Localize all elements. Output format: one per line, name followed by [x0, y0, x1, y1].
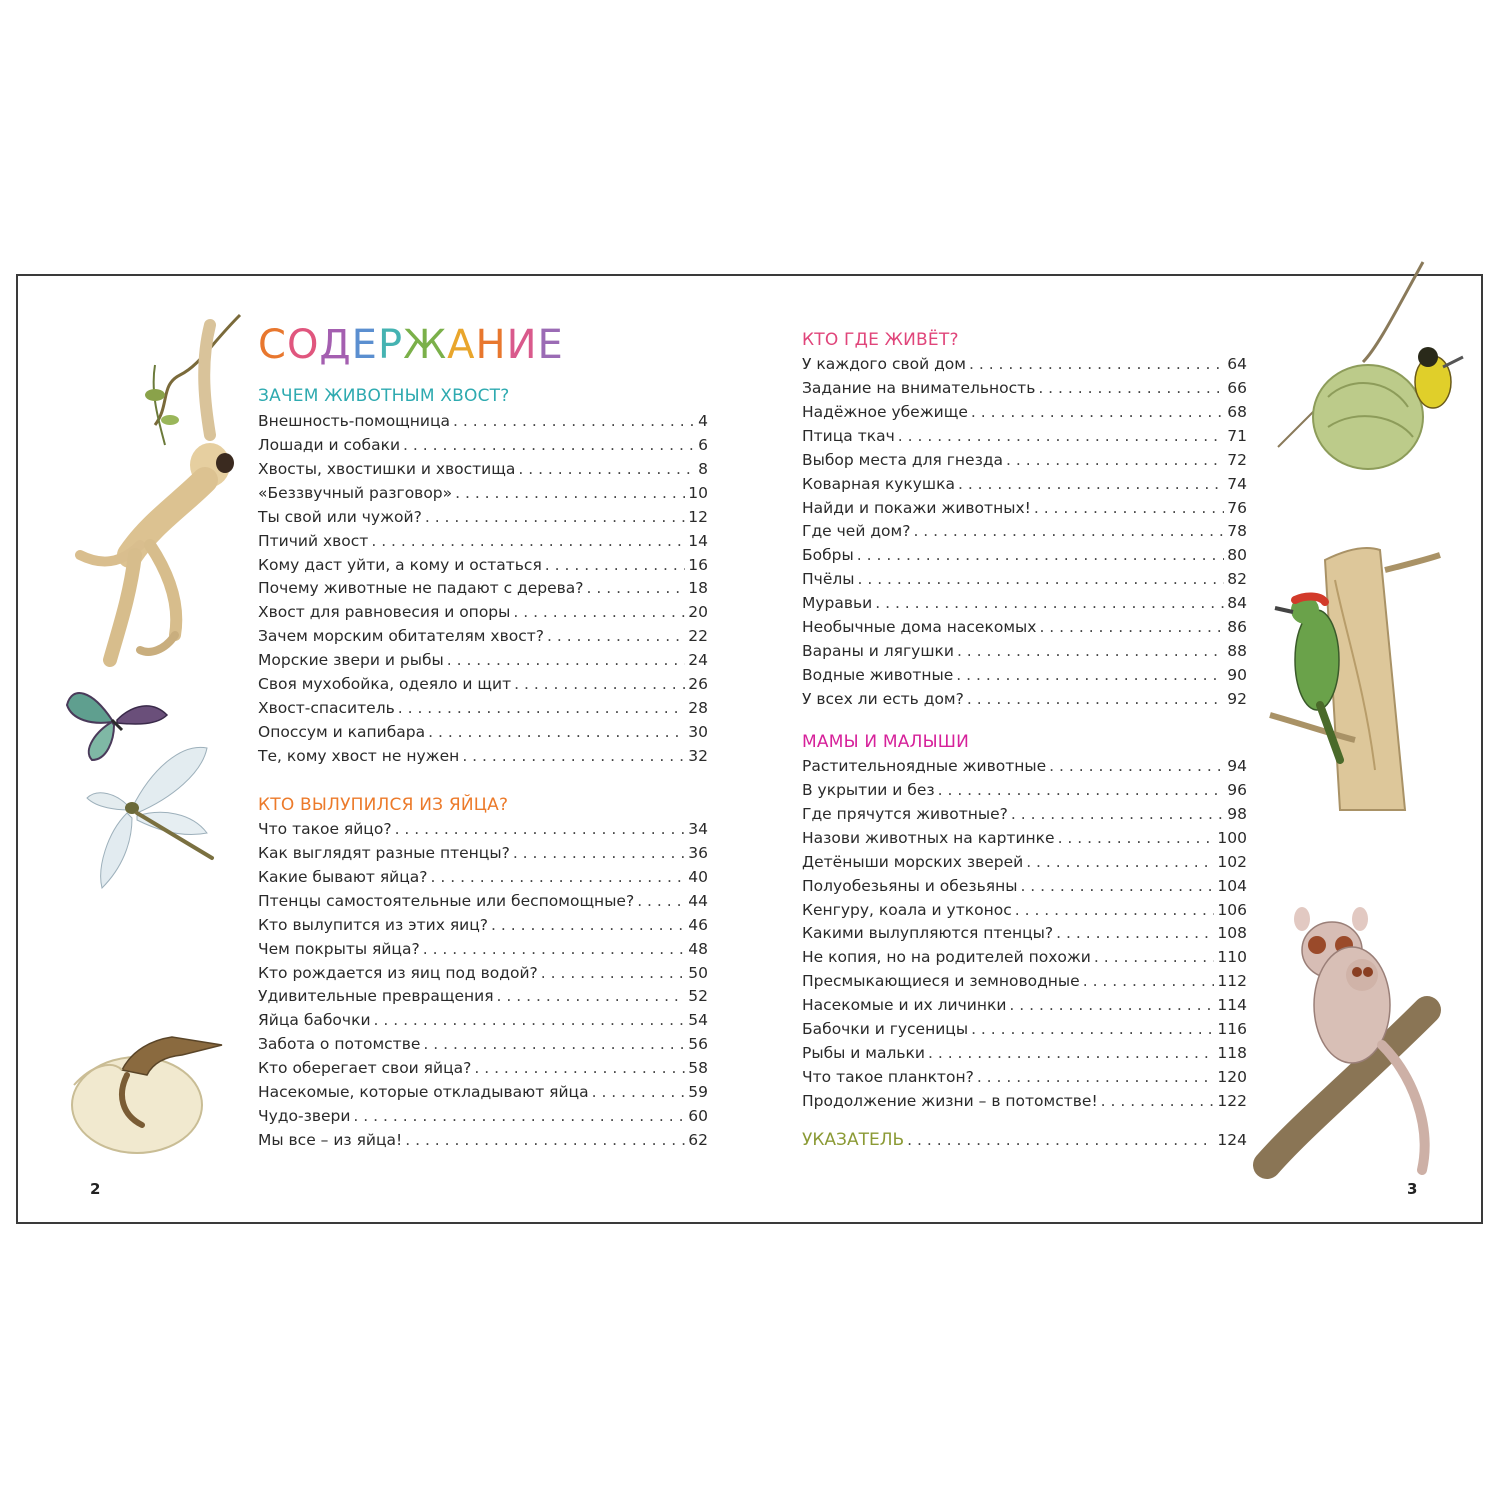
weaver-bird-nest-illustration — [1268, 257, 1468, 477]
title-letter: О — [286, 322, 320, 368]
toc-entry-page: 59 — [688, 1083, 708, 1102]
toc-entry — [258, 1081, 708, 1105]
woodpecker-illustration — [1265, 540, 1455, 815]
toc-entry — [802, 1090, 1247, 1114]
toc-entry-page: 100 — [1217, 828, 1247, 847]
section-heading-homes: КТО ГДЕ ЖИВЁТ? — [802, 330, 959, 350]
toc-entry — [802, 544, 1247, 568]
toc-entry-label: Полуобезьяны и обезьяны — [802, 876, 1018, 895]
toc-entry — [802, 425, 1247, 449]
toc-entry — [258, 410, 708, 434]
dot-leader — [447, 649, 686, 673]
dot-leader — [898, 425, 1224, 449]
toc-entry-page: 52 — [688, 987, 708, 1006]
toc-entry-label: Что такое яйцо? — [258, 820, 392, 838]
dot-leader — [957, 640, 1224, 664]
dot-leader — [967, 688, 1224, 712]
toc-entry-label: Не копия, но на родителей похожи — [802, 948, 1091, 967]
toc-entry-label: Бабочки и гусеницы — [802, 1020, 969, 1039]
dot-leader — [958, 473, 1224, 497]
toc-entry-page: 71 — [1227, 426, 1247, 445]
toc-entry — [802, 520, 1247, 544]
dot-leader — [423, 938, 686, 962]
toc-entry — [258, 985, 708, 1009]
toc-entry — [802, 994, 1247, 1018]
toc-entry-page: 22 — [688, 627, 708, 646]
dot-leader — [1026, 851, 1214, 875]
dot-leader — [514, 673, 685, 697]
toc-entry-label: Муравьи — [802, 594, 873, 613]
toc-entry-label: Выбор места для гнезда — [802, 450, 1004, 469]
toc-entry-page: 114 — [1217, 996, 1247, 1015]
toc-entry — [258, 914, 708, 938]
crocodile-hatchling-illustration — [62, 1015, 232, 1155]
toc-entry-label: Пресмыкающиеся и земноводные — [802, 972, 1080, 991]
toc-entry-label: Птенцы самостоятельные или беспомощные? — [258, 891, 635, 910]
toc-entry-label: Насекомые, которые откладывают яйца — [258, 1083, 589, 1102]
toc-entry-label: Кто оберегает свои яйца? — [258, 1059, 472, 1078]
dot-leader — [428, 721, 685, 745]
toc-entry — [802, 946, 1247, 970]
toc-entry-page: 34 — [688, 820, 708, 838]
toc-entry-label: Коварная кукушка — [802, 474, 955, 493]
toc-entry-page: 120 — [1217, 1067, 1247, 1086]
toc-entry-page: 90 — [1227, 665, 1247, 684]
toc-entry-page: 88 — [1227, 642, 1247, 661]
dot-leader — [637, 890, 685, 914]
section-heading-eggs: КТО ВЫЛУПИЛСЯ ИЗ ЯЙЦА? — [258, 795, 509, 815]
dot-leader — [928, 1042, 1214, 1066]
toc-entry-label: Продолжение жизни – в потомстве! — [802, 1091, 1098, 1110]
dot-leader — [858, 568, 1225, 592]
toc-entry — [258, 842, 708, 866]
index-page-number: 124 — [1217, 1131, 1247, 1149]
dot-leader — [403, 434, 695, 458]
dot-leader — [907, 1131, 1214, 1149]
toc-entry — [258, 482, 708, 506]
page-title — [258, 322, 564, 368]
toc-entry-page: 78 — [1227, 522, 1247, 541]
dot-leader — [1094, 946, 1215, 970]
dot-leader — [491, 914, 685, 938]
dot-leader — [547, 625, 685, 649]
dot-leader — [1038, 377, 1224, 401]
toc-entry-page: 48 — [688, 939, 708, 958]
toc-entry-page: 8 — [698, 459, 708, 478]
dot-leader — [518, 458, 695, 482]
dot-leader — [913, 520, 1224, 544]
toc-entry — [802, 875, 1247, 899]
toc-entry-page: 110 — [1217, 948, 1247, 967]
title-letter: Д — [319, 322, 352, 368]
toc-entry-page: 54 — [688, 1011, 708, 1030]
toc-entry-label: Птичий хвост — [258, 531, 369, 550]
dot-leader — [938, 779, 1225, 803]
toc-entry — [258, 1057, 708, 1081]
dot-leader — [1058, 827, 1215, 851]
toc-entry — [258, 890, 708, 914]
toc-entry-page: 118 — [1217, 1044, 1247, 1063]
dot-leader — [541, 962, 685, 986]
toc-entry-page: 18 — [688, 579, 708, 598]
toc-entry — [802, 1066, 1247, 1090]
toc-entry — [258, 601, 708, 625]
toc-entry-page: 104 — [1217, 876, 1247, 895]
toc-entry-label: Хвост-спаситель — [258, 699, 395, 718]
toc-entry — [258, 962, 708, 986]
toc-entry-page: 60 — [688, 1107, 708, 1126]
toc-entry — [802, 755, 1247, 779]
toc-entry-page: 50 — [688, 963, 708, 982]
dot-leader — [453, 410, 695, 434]
toc-entry-label: Чудо-звери — [258, 1107, 351, 1126]
toc-entry-label: Где чей дом? — [802, 522, 911, 541]
dot-leader — [474, 1057, 685, 1081]
toc-entry-label: Своя мухобойка, одеяло и щит — [258, 675, 512, 694]
dot-leader — [1083, 970, 1215, 994]
dot-leader — [371, 530, 685, 554]
toc-entry-page: 40 — [688, 867, 708, 886]
toc-entry — [258, 866, 708, 890]
toc-entry — [258, 530, 708, 554]
toc-entry-page: 112 — [1217, 972, 1247, 991]
gibbon-illustration — [60, 305, 250, 675]
toc-entry-page: 32 — [688, 746, 708, 765]
toc-entry-page: 82 — [1227, 570, 1247, 589]
dot-leader — [1056, 922, 1214, 946]
title-letter: Н — [475, 322, 507, 368]
dot-leader — [462, 745, 685, 769]
page-number-left: 2 — [90, 1180, 101, 1198]
toc-entry-page: 92 — [1227, 689, 1247, 708]
dot-leader — [1011, 803, 1224, 827]
dot-leader — [971, 1018, 1214, 1042]
dot-leader — [423, 1033, 685, 1057]
title-letter: Ж — [403, 322, 448, 368]
toc-entry-label: Найди и покажи животных! — [802, 498, 1031, 517]
toc-entry — [258, 434, 708, 458]
toc-entry-page: 96 — [1227, 780, 1247, 799]
toc-entry-page: 122 — [1217, 1091, 1247, 1110]
toc-entry-label: Яйца бабочки — [258, 1011, 371, 1030]
toc-entry-page: 62 — [688, 1130, 708, 1149]
dot-leader — [1020, 875, 1214, 899]
toc-entry-label: У всех ли есть дом? — [802, 689, 964, 708]
toc-entry — [258, 721, 708, 745]
dot-leader — [431, 866, 686, 890]
toc-entry-label: Опоссум и капибара — [258, 722, 426, 741]
toc-entry-label: «Беззвучный разговор» — [258, 483, 453, 502]
title-letter: Е — [351, 322, 378, 368]
toc-entry-page: 46 — [688, 915, 708, 934]
toc-entry-page: 106 — [1217, 900, 1247, 919]
toc-entry — [258, 1129, 708, 1153]
toc-entry-page: 102 — [1217, 852, 1247, 871]
toc-entry-label: Надёжное убежище — [802, 402, 968, 421]
toc-entry-page: 108 — [1217, 924, 1247, 943]
dot-leader — [857, 544, 1225, 568]
toc-entry — [258, 818, 708, 842]
toc-entry — [802, 827, 1247, 851]
toc-entry-label: Ты свой или чужой? — [258, 507, 422, 526]
toc-entry — [258, 577, 708, 601]
toc-entry-page: 24 — [688, 651, 708, 670]
title-letter: А — [447, 322, 476, 368]
toc-entry — [802, 640, 1247, 664]
toc-entry-label: Мы все – из яйца! — [258, 1130, 403, 1149]
toc-entry — [802, 353, 1247, 377]
toc-entry-page: 64 — [1227, 355, 1247, 373]
toc-entry-page: 12 — [688, 507, 708, 526]
dot-leader — [1034, 497, 1224, 521]
dragonfly-illustration — [82, 738, 222, 898]
dot-leader — [956, 664, 1224, 688]
toc-entry-page: 56 — [688, 1035, 708, 1054]
toc-entry-page: 44 — [688, 891, 708, 910]
toc-entry-label: Птица ткач — [802, 426, 895, 445]
toc-entry-page: 72 — [1227, 450, 1247, 469]
dot-leader — [1006, 449, 1224, 473]
dot-leader — [497, 985, 686, 1009]
toc-entry-label: У каждого свой дом — [802, 355, 966, 373]
toc-entry-page: 36 — [688, 843, 708, 862]
toc-entry — [802, 592, 1247, 616]
toc-entry-label: Назови животных на картинке — [802, 828, 1055, 847]
dot-leader — [971, 401, 1224, 425]
dot-leader — [455, 482, 685, 506]
toc-entry-label: Что такое планктон? — [802, 1067, 974, 1086]
toc-entry — [802, 688, 1247, 712]
dot-leader — [592, 1081, 686, 1105]
toc-entry-page: 68 — [1227, 402, 1247, 421]
toc-entry-page: 74 — [1227, 474, 1247, 493]
toc-entry — [802, 1042, 1247, 1066]
toc-entry-label: Кто рождается из яиц под водой? — [258, 963, 538, 982]
toc-entry-label: Детёныши морских зверей — [802, 852, 1024, 871]
toc-entry-label: Пчёлы — [802, 570, 855, 589]
toc-entry — [802, 449, 1247, 473]
toc-entry — [802, 970, 1247, 994]
toc-entry-page: 16 — [688, 555, 708, 574]
toc-entry-label: Внешность-помощница — [258, 412, 451, 430]
toc-entry-label: Морские звери и рыбы — [258, 651, 444, 670]
dot-leader — [587, 577, 686, 601]
toc-list-homes — [802, 353, 1247, 712]
toc-entry-label: Те, кому хвост не нужен — [258, 746, 460, 765]
toc-entry — [258, 458, 708, 482]
toc-entry-label: Зачем морским обитателям хвост? — [258, 627, 544, 646]
toc-entry-label: Какие бывают яйца? — [258, 867, 428, 886]
dot-leader — [1101, 1090, 1215, 1114]
toc-entry-label: Чем покрыты яйца? — [258, 939, 420, 958]
toc-entry-label: Задание на внимательность — [802, 378, 1036, 397]
dot-leader — [875, 592, 1224, 616]
toc-entry-label: Хвост для равновесия и опоры — [258, 603, 511, 622]
toc-entry — [802, 473, 1247, 497]
toc-entry-page: 20 — [688, 603, 708, 622]
page-number-right: 3 — [1407, 1180, 1418, 1198]
toc-entry-page: 14 — [688, 531, 708, 550]
toc-entry-label: Кто вылупится из этих яиц? — [258, 915, 489, 934]
toc-entry-page: 86 — [1227, 618, 1247, 637]
toc-entry — [258, 673, 708, 697]
toc-entry-page: 4 — [698, 412, 708, 430]
toc-entry-label: Необычные дома насекомых — [802, 618, 1037, 637]
toc-entry — [802, 568, 1247, 592]
dot-leader — [545, 554, 685, 578]
toc-entry — [802, 899, 1247, 923]
toc-entry — [258, 745, 708, 769]
toc-entry — [258, 1033, 708, 1057]
toc-list-tails — [258, 410, 708, 769]
toc-entry — [802, 779, 1247, 803]
toc-entry — [802, 803, 1247, 827]
dot-leader — [353, 1105, 685, 1129]
toc-entry-label: Кенгуру, коала и утконос — [802, 900, 1012, 919]
toc-entry — [802, 377, 1247, 401]
toc-entry-label: Бобры — [802, 546, 854, 565]
toc-entry — [802, 497, 1247, 521]
section-heading-moms: МАМЫ И МАЛЫШИ — [802, 732, 970, 752]
toc-entry-label: Насекомые и их личинки — [802, 996, 1007, 1015]
toc-entry-label: В укрытии и без — [802, 780, 935, 799]
toc-entry-page: 116 — [1217, 1020, 1247, 1039]
toc-entry-page: 66 — [1227, 378, 1247, 397]
toc-list-moms — [802, 755, 1247, 1114]
toc-entry-label: Растительноядные животные — [802, 757, 1047, 775]
dot-leader — [513, 601, 685, 625]
toc-entry-page: 76 — [1227, 498, 1247, 517]
title-letter: С — [258, 322, 287, 368]
toc-entry — [258, 1009, 708, 1033]
dot-leader — [1039, 616, 1224, 640]
dot-leader — [977, 1066, 1215, 1090]
toc-entry-page: 10 — [688, 483, 708, 502]
dot-leader — [395, 818, 686, 842]
index-label: УКАЗАТЕЛЬ — [802, 1130, 905, 1150]
dot-leader — [1009, 994, 1214, 1018]
title-letter: Р — [377, 322, 404, 368]
toc-entry-page: 6 — [698, 435, 708, 454]
toc-entry — [802, 616, 1247, 640]
toc-entry-page: 98 — [1227, 804, 1247, 823]
toc-entry — [802, 1018, 1247, 1042]
toc-entry-label: Хвосты, хвостишки и хвостища — [258, 459, 516, 478]
dot-leader — [405, 1129, 685, 1153]
dot-leader — [513, 842, 685, 866]
dot-leader — [398, 697, 686, 721]
toc-entry-page: 58 — [688, 1059, 708, 1078]
toc-entry — [258, 938, 708, 962]
title-letter: Е — [537, 322, 564, 368]
dot-leader — [1015, 899, 1215, 923]
toc-entry — [258, 506, 708, 530]
bushbaby-illustration — [1262, 905, 1452, 1180]
toc-entry-label: Забота о потомстве — [258, 1035, 421, 1054]
toc-entry-page: 84 — [1227, 594, 1247, 613]
toc-entry — [802, 401, 1247, 425]
toc-entry-label: Лошади и собаки — [258, 435, 401, 454]
toc-entry-page: 80 — [1227, 546, 1247, 565]
toc-entry — [258, 625, 708, 649]
dot-leader — [374, 1009, 686, 1033]
dot-leader — [425, 506, 685, 530]
toc-index-entry — [802, 1130, 1247, 1150]
toc-entry-label: Почему животные не падают с дерева? — [258, 579, 584, 598]
toc-list-eggs — [258, 818, 708, 1153]
toc-entry-page: 28 — [688, 699, 708, 718]
toc-entry-label: Рыбы и мальки — [802, 1044, 925, 1063]
toc-entry — [802, 664, 1247, 688]
toc-entry — [802, 851, 1247, 875]
toc-entry-label: Кому даст уйти, а кому и остаться — [258, 555, 542, 574]
toc-entry-label: Удивительные превращения — [258, 987, 494, 1006]
toc-entry — [258, 697, 708, 721]
toc-entry-label: Где прячутся животные? — [802, 804, 1008, 823]
toc-entry-label: Водные животные — [802, 665, 954, 684]
toc-entry-page: 30 — [688, 722, 708, 741]
title-letter: И — [506, 322, 538, 368]
toc-entry-label: Как выглядят разные птенцы? — [258, 843, 510, 862]
toc-entry-label: Вараны и лягушки — [802, 642, 954, 661]
toc-entry-page: 26 — [688, 675, 708, 694]
dot-leader — [969, 353, 1224, 377]
toc-entry — [258, 554, 708, 578]
section-heading-tails: ЗАЧЕМ ЖИВОТНЫМ ХВОСТ? — [258, 386, 510, 406]
toc-entry — [258, 649, 708, 673]
toc-entry — [258, 1105, 708, 1129]
toc-entry-label: Какими вылупляются птенцы? — [802, 924, 1054, 943]
toc-entry-page: 94 — [1227, 757, 1247, 775]
toc-entry — [802, 922, 1247, 946]
dot-leader — [1049, 755, 1224, 779]
